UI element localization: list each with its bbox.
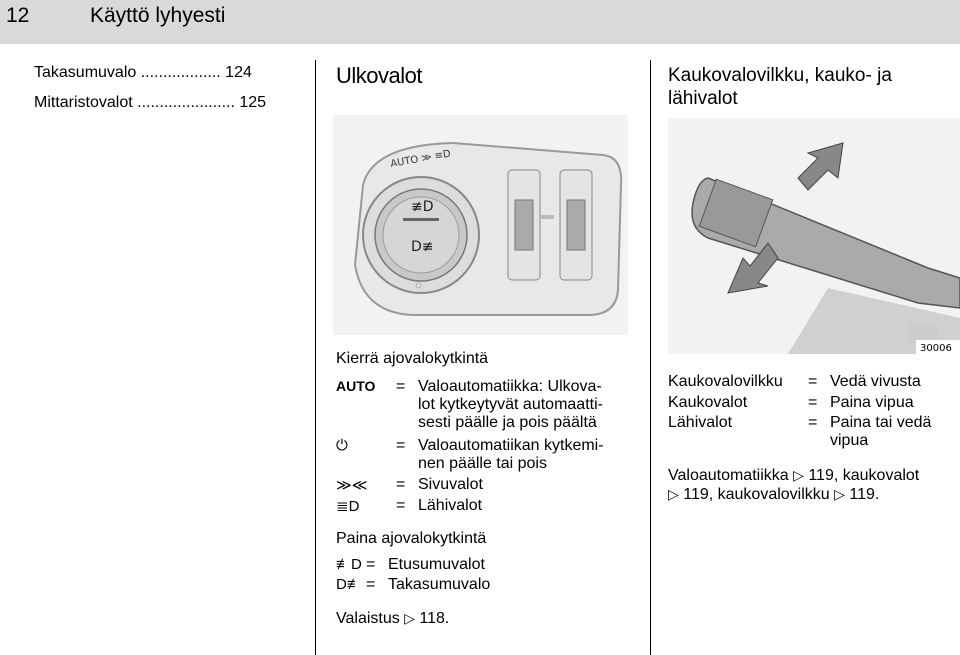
toc-item[interactable]: Mittaristovalot ...................... 125 xyxy=(34,94,267,111)
equals: = xyxy=(808,394,818,411)
svg-text:30006: 30006 xyxy=(920,343,952,354)
svg-text:AUTO ≫ ≡D: AUTO ≫ ≡D xyxy=(389,148,452,170)
page-header xyxy=(0,0,960,44)
equals: = xyxy=(396,476,406,493)
section-heading: Kaukovalovilkku, kauko- ja lähivalot xyxy=(668,65,892,109)
auto-symbol: AUTO xyxy=(336,378,376,394)
light-switch-illustration xyxy=(333,115,628,335)
ref-arrow-icon: ▷ xyxy=(668,486,679,502)
equals: = xyxy=(366,556,376,573)
entry-text: Lähivalot xyxy=(418,497,483,514)
equals: = xyxy=(396,497,406,514)
control-row: Lähivalot xyxy=(668,414,733,431)
section-heading: Ulkovalot xyxy=(336,63,422,88)
page-number: 12 xyxy=(6,4,30,27)
entry-text: Valoautomatiikan kytkemi- nen päälle tai pois xyxy=(418,437,604,472)
ref-arrow-icon: ▷ xyxy=(834,486,845,502)
control-value: Vedä vivusta xyxy=(830,373,921,390)
entry-text: Valoautomatiikka: Ulkova- lot kytkeytyvät automaatti- sesti päälle ja pois päältä xyxy=(418,378,603,431)
svg-text:D≢: D≢ xyxy=(411,239,434,255)
equals: = xyxy=(396,437,406,454)
switch-caption: Kierrä ajovalokytkintä xyxy=(336,350,489,367)
cross-reference[interactable]: Valoautomatiikka ▷ 119, kaukovalot ▷ 119, kaukovalovilkku ▷ 119. xyxy=(668,467,920,503)
equals: = xyxy=(396,378,406,395)
equals: = xyxy=(808,373,818,390)
low-beam-icon: ≣D xyxy=(336,498,360,515)
control-value: Paina vipua xyxy=(830,394,914,411)
power-icon: ⏻ xyxy=(336,437,348,454)
side-light-icon: ≫≪ xyxy=(336,477,368,494)
entry-text: Etusumuvalot xyxy=(388,556,485,573)
svg-text:☼: ☼ xyxy=(413,277,424,291)
rear-fog-icon: D≢ xyxy=(336,576,362,593)
front-fog-icon: ≢D xyxy=(336,556,362,573)
equals: = xyxy=(808,414,818,431)
column-divider xyxy=(315,60,316,655)
equals: = xyxy=(366,576,376,593)
page-title: Käyttö lyhyesti xyxy=(90,4,226,27)
control-value: Paina tai vedä vipua xyxy=(830,414,932,449)
column-divider xyxy=(650,60,651,655)
control-row: Kaukovalot xyxy=(668,394,748,411)
ref-arrow-icon: ▷ xyxy=(793,467,804,483)
svg-text:≢D: ≢D xyxy=(411,199,434,215)
press-caption: Paina ajovalokytkintä xyxy=(336,530,487,547)
toc-item[interactable]: Takasumuvalo .................. 124 xyxy=(34,64,252,81)
entry-text: Takasumuvalo xyxy=(388,576,491,593)
entry-text: Sivuvalot xyxy=(418,476,483,493)
ref-arrow-icon: ▷ xyxy=(404,610,415,626)
control-row: Kaukovalovilkku xyxy=(668,373,783,390)
stalk-illustration xyxy=(668,118,960,354)
lighting-reference[interactable]: Valaistus ▷ 118. xyxy=(336,610,450,627)
